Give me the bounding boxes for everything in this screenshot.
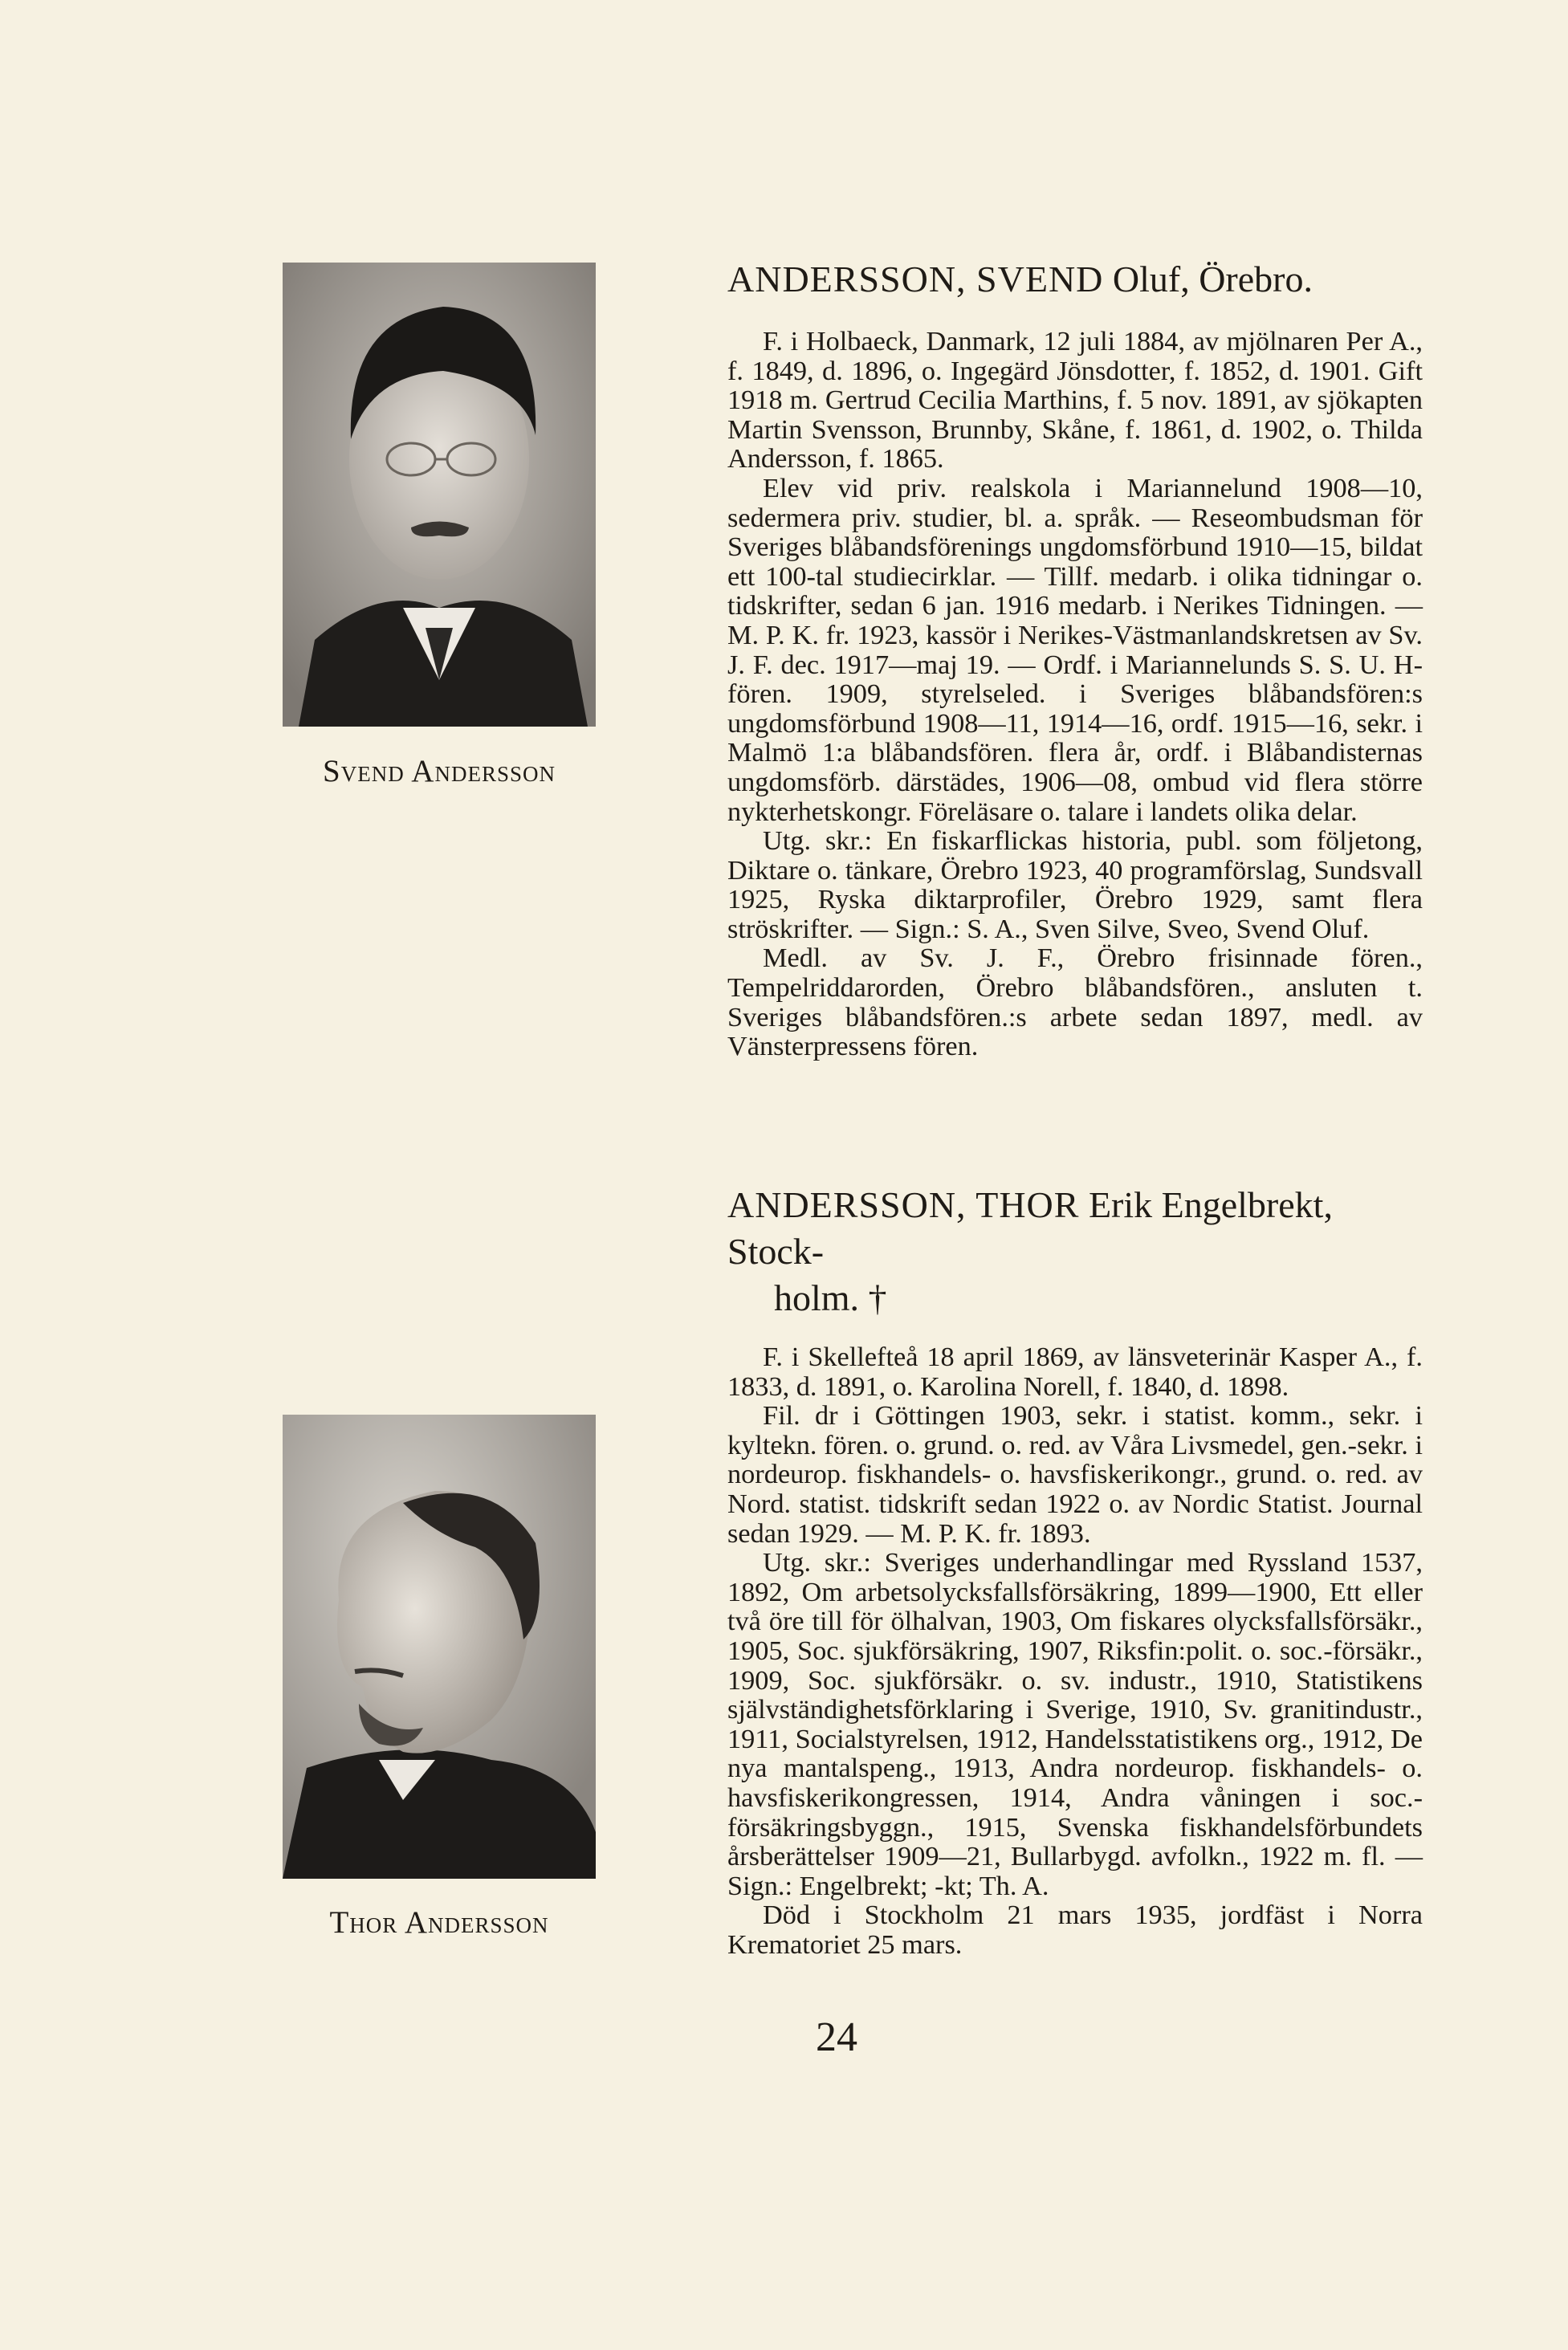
entry-paragraph: Elev vid priv. realskola i Mariannelund 1908—10, sedermera priv. studier, bl. a. språk. — Reseombudsman för Sveriges blåbandsförenings ungdomsförbund 1910—15, bildat ett 100-tal studiecirklar. — Tillf. medarb. i olika tidningar o. tidskrifter, sedan 6 jan. 1916 medarb. i Nerikes Tidningen. — M. P. K. fr. 1923, kassör i Nerikes-Västmanlandskretsen av Sv. J. F. dec. 1917—maj 19. — Ordf. i Mariannelunds S. S. U. H-fören. 1909, styrelseled. i Sveriges blåbandsfören:s ungdomsförbund 1908—11, 1914—16, ordf. 1915—16, sekr. i Malmö 1:a blåbandsfören. flera år, ordf. i Blåbandisternas ungdomsförb. därstädes, 1906—08, ombud vid flera större nykterhetskongr. Föreläsare o. talare i landets olika delar. xyxy=(727,472,1423,827)
entry-paragraph: Medl. av Sv. J. F., Örebro frisinnade fören., Tempelriddarorden, Örebro blåbandsfören., ansluten t. Sveriges blåbandsfören.:s arbete sedan 1897, medl. av Vänsterpressens fören. xyxy=(727,943,1423,1062)
entry-heading xyxy=(727,1182,1423,1275)
entry-heading-continuation: holm. † xyxy=(774,1277,887,1318)
portrait-svend-andersson xyxy=(283,263,596,727)
portrait-caption-thor: Thor Andersson xyxy=(329,1905,549,1940)
entry-heading xyxy=(727,256,1423,303)
entry-heading-surname: ANDERSSON, SVEND xyxy=(727,259,1104,299)
entry-paragraph: Utg. skr.: Sveriges underhandlingar med Ryssland 1537, 1892, Om arbetsolycksfallsförsäkring, 1899—1900, Ett eller två öre till för ölhalvan, 1903, Om fiskares olycksfallsförsäkr., 1905, Soc. sjukförsäkring, 1907, Riksfin:polit. o. soc.-försäkr., 1909, Soc. sjukförsäkr. o. sv. industr., 1910, Statistikens självständighetsförklaring i Sverige, 1910, Sv. granitindustr., 1911, Socialstyrelsen, 1912, Handelsstatistikens org., 1912, De nya mantalspeng., 1913, Andra nordeurop. fiskhandels- o. havsfiskerikongressen, 1914, Andra våningen i soc.-försäkringsbyggn., 1915, Svenska fiskhandelsförbundets årsberättelser 1909—21, Bullarbygd. avfolkn., 1922 m. fl. — Sign.: Engelbrekt; -kt; Th. A. xyxy=(727,1547,1423,1901)
entry-paragraph: Fil. dr i Göttingen 1903, sekr. i statist. komm., sekr. i kyltekn. fören. o. grund. o. red. av Våra Livsmedel, gen.-sekr. i nordeurop. fiskhandels- o. havsfiskerikongr., grund. o. red. av Nord. statist. tidskrift sedan 1922 o. av Nordic Statist. Journal sedan 1929. — M. P. K. fr. 1893. xyxy=(727,1400,1423,1549)
page-number: 24 xyxy=(816,2014,857,2060)
biography-entry-svend-andersson xyxy=(727,256,1423,1061)
entry-heading-given-names: Oluf, Örebro. xyxy=(1103,259,1313,299)
portrait-photo-image xyxy=(283,1415,596,1879)
biography-entry-thor-andersson xyxy=(727,1182,1423,1959)
portrait-thor-andersson xyxy=(283,1415,596,1879)
entry-heading-given-names: Erik Engelbrekt, Stock- xyxy=(727,1184,1333,1272)
portrait-photo-image xyxy=(283,263,596,727)
entry-paragraph: F. i Skellefteå 18 april 1869, av länsveterinär Kasper A., f. 1833, d. 1891, o. Karolina Norell, f. 1840, d. 1898. xyxy=(727,1342,1423,1402)
portrait-caption-svend: Svend Andersson xyxy=(323,754,556,788)
entry-paragraph: F. i Holbaeck, Danmark, 12 juli 1884, av mjölnaren Per A., f. 1849, d. 1896, o. Ingegärd Jönsdotter, f. 1852, d. 1901. Gift 1918 m. Gertrud Cecilia Marthins, f. 5 nov. 1891, av sjökapten Martin Svensson, Brunnby, Skåne, f. 1861, d. 1902, o. Thilda Andersson, f. 1865. xyxy=(727,326,1423,474)
entry-paragraph: Död i Stockholm 21 mars 1935, jordfäst i Norra Krematoriet 25 mars. xyxy=(727,1900,1423,1960)
entry-paragraph: Utg. skr.: En fiskarflickas historia, publ. som följetong, Diktare o. tänkare, Örebro 1923, 40 programförslag, Sundsvall 1925, Ryska diktarprofiler, Örebro 1929, samt flera ströskrifter. — Sign.: S. A., Sven Silve, Sveo, Svend Oluf. xyxy=(727,825,1423,944)
entry-heading-surname: ANDERSSON, THOR xyxy=(727,1184,1080,1225)
